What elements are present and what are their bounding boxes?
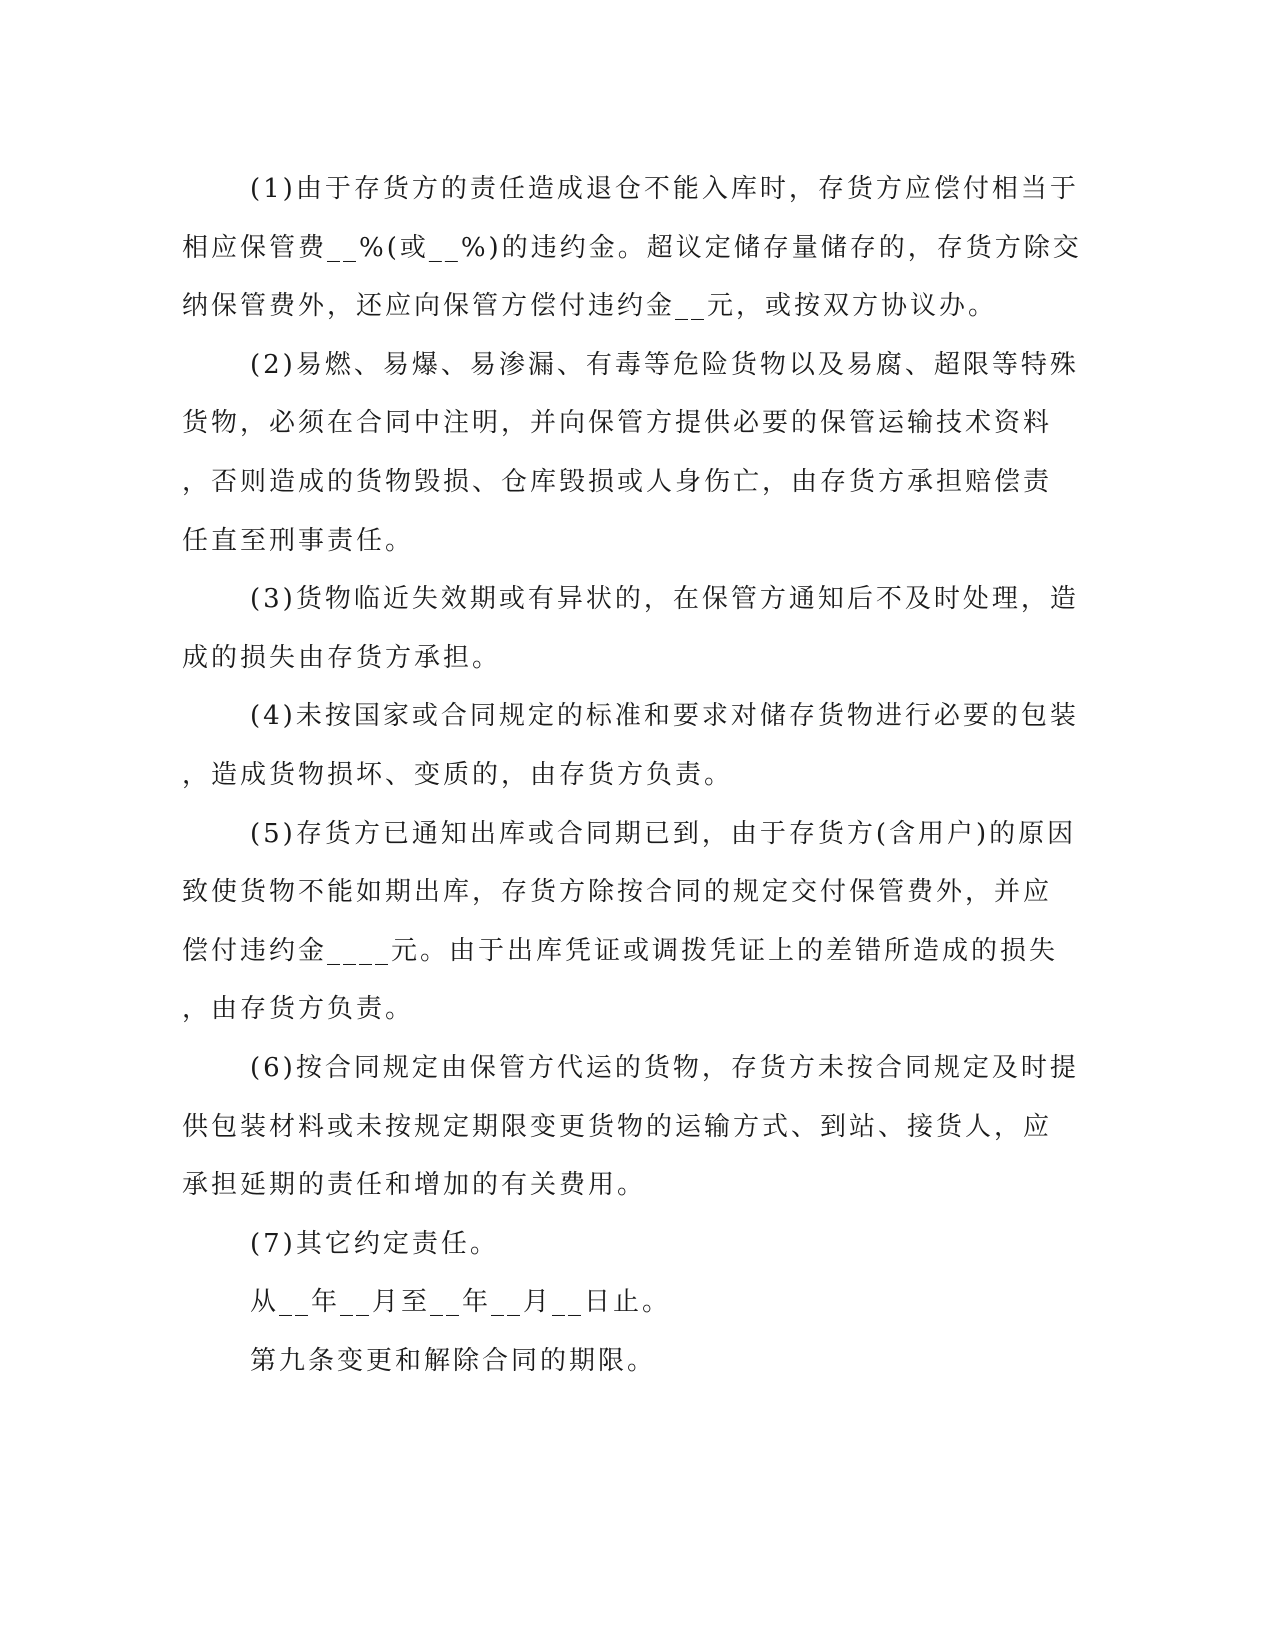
paragraph-3-line-1: (3)货物临近失效期或有异状的，在保管方通知后不及时处理，造 <box>250 584 1079 615</box>
paragraph-6-line-2: 供包装材料或未按规定期限变更货物的运输方式、到站、接货人，应 <box>182 1111 1053 1142</box>
paragraph-1-line-1: (1)由于存货方的责任造成退仓不能入库时，存货方应偿付相当于 <box>250 174 1079 204</box>
paragraph-2-line-1: (2)易燃、易爆、易渗漏、有毒等危险货物以及易腐、超限等特殊 <box>250 349 1079 380</box>
paragraph-7-line-1: (7)其它约定责任。 <box>250 1228 499 1259</box>
paragraph-4-line-2: ，造成货物损坏、变质的，由存货方负责。 <box>182 759 734 790</box>
paragraph-5-line-4: ，由存货方负责。 <box>182 994 415 1025</box>
paragraph-6-line-1: (6)按合同规定由保管方代运的货物，存货方未按合同规定及时提 <box>250 1052 1079 1083</box>
paragraph-1-line-2: 相应保管费__%(或__%)的违约金。超议定储存量储存的，存货方除交 <box>182 232 1082 263</box>
paragraph-2-line-3: ，否则造成的货物毁损、仓库毁损或人身伤亡，由存货方承担赔偿责 <box>182 466 1053 497</box>
paragraph-5-line-2: 致使货物不能如期出库，存货方除按合同的规定交付保管费外，并应 <box>182 877 1053 908</box>
paragraph-4-line-1: (4)未按国家或合同规定的标准和要求对储存货物进行必要的包装 <box>250 701 1079 732</box>
paragraph-5-line-1: (5)存货方已通知出库或合同期已到，由于存货方(含用户)的原因 <box>250 818 1077 849</box>
term-period-line: 从__年__月至__年__月__日止。 <box>250 1287 672 1318</box>
paragraph-3-line-2: 成的损失由存货方承担。 <box>182 642 502 673</box>
article-nine-heading: 第九条变更和解除合同的期限。 <box>250 1345 657 1376</box>
paragraph-6-line-3: 承担延期的责任和增加的有关费用。 <box>182 1170 647 1201</box>
paragraph-2-line-4: 任直至刑事责任。 <box>182 525 415 556</box>
paragraph-2-line-2: 货物，必须在合同中注明，并向保管方提供必要的保管运输技术资料 <box>182 408 1053 439</box>
paragraph-5-line-3: 偿付违约金____元。由于出库凭证或调拨凭证上的差错所造成的损失 <box>182 935 1059 966</box>
document-body <box>182 160 1082 1390</box>
paragraph-1-line-3: 纳保管费外，还应向保管方偿付违约金__元，或按双方协议办。 <box>182 291 998 322</box>
